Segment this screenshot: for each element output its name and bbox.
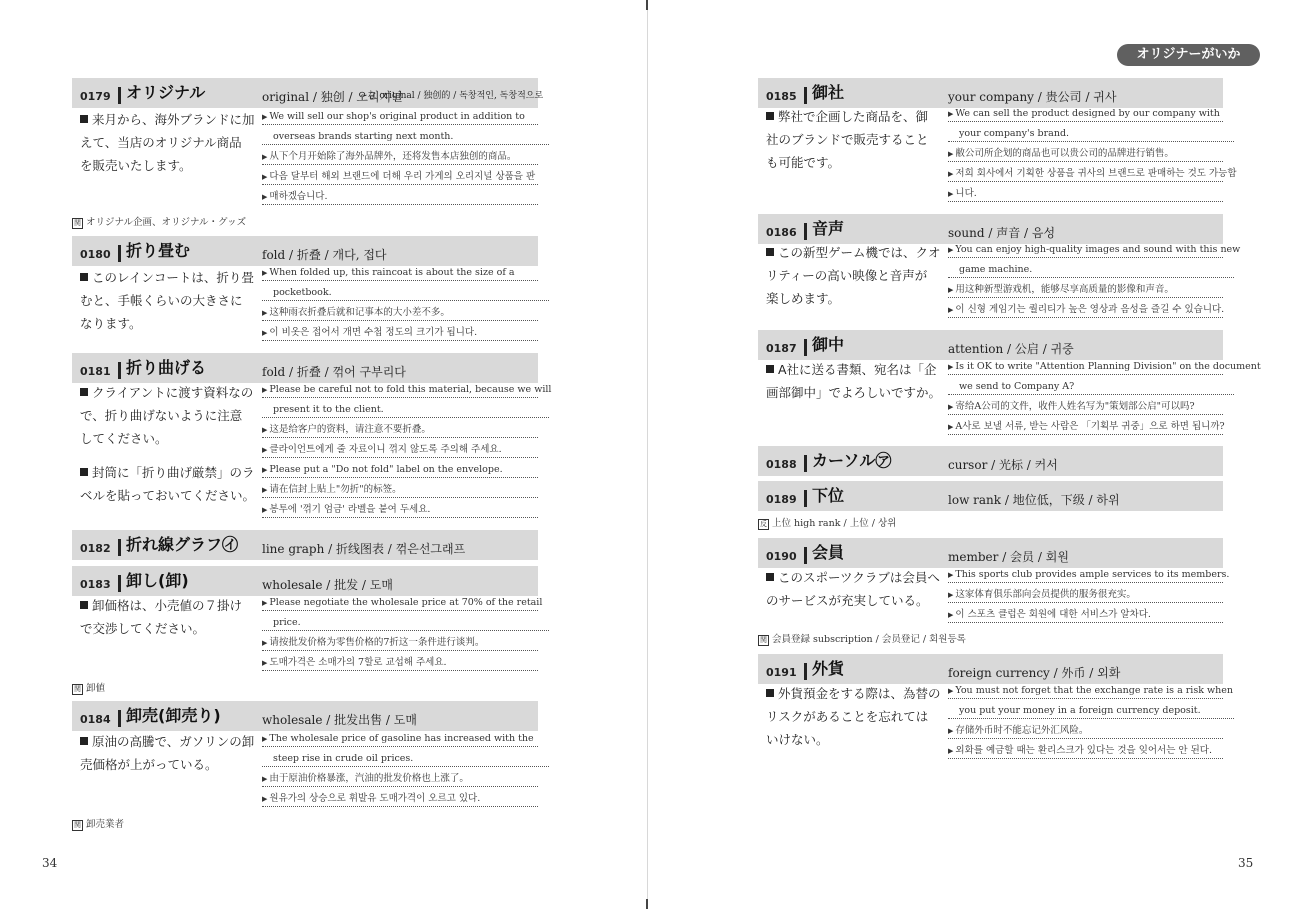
book-spine xyxy=(647,0,648,909)
triangle-marker-icon: ▶ xyxy=(948,190,954,198)
triangle-marker-icon: ▶ xyxy=(262,506,268,514)
example-sentence-jp: 封筒に「折り曲げ厳禁」のラ ベルを貼っておいてください。 xyxy=(80,465,256,503)
example-translation: ▶ 매하겠습니다. xyxy=(262,190,538,205)
example-translation: ▶ 도매가격은 소매가의 7할로 교섭해 주세요. xyxy=(262,656,538,671)
example-translation: present it to the client. xyxy=(262,403,549,418)
triangle-marker-icon: ▶ xyxy=(262,329,268,337)
entry-meaning: low rank / 地位低，下级 / 하위 xyxy=(948,493,1120,507)
triangle-marker-icon: ▶ xyxy=(262,113,268,121)
entry-meaning: attention / 公启 / 귀중 xyxy=(948,342,1074,356)
triangle-marker-icon: ▶ xyxy=(948,591,954,599)
triangle-marker-icon: ▶ xyxy=(262,173,268,181)
entry-meaning: wholesale / 批发 / 도매 xyxy=(262,578,393,592)
example-translation: ▶ 외화를 예금할 때는 환리스크가 있다는 것을 잊어서는 안 된다. xyxy=(948,744,1223,759)
example-translation: ▶ You can enjoy high-quality images and sound with this new xyxy=(948,243,1223,258)
spine-bottom-mark xyxy=(646,899,648,909)
bullet-square-icon xyxy=(80,388,88,396)
entry-number: 0188 xyxy=(766,458,797,471)
example-translation: ▶ 敝公司所企划的商品也可以贵公司的品牌进行销售。 xyxy=(948,147,1223,162)
entry-word: 折り曲げる xyxy=(126,358,207,377)
triangle-marker-icon: ▶ xyxy=(948,571,954,579)
entry-word: 折れ線グラフ㋑ xyxy=(126,535,239,554)
bullet-square-icon xyxy=(80,737,88,745)
entry-bar xyxy=(804,87,807,104)
entry-extra-meaning: ~な original / 独创的 / 독창적인, 독창적으로 xyxy=(360,91,544,101)
triangle-marker-icon: ▶ xyxy=(948,110,954,118)
example-sentence-jp: 外貨預金をする際は、為替の リスクがあることを忘れては いけない。 xyxy=(766,686,941,747)
example-sentence-jp: 原油の高騰で、ガソリンの卸 売価格が上がっている。 xyxy=(80,734,255,772)
triangle-marker-icon: ▶ xyxy=(262,466,268,474)
example-translation: ▶ 이 스포츠 클럽은 회원에 대한 서비스가 알차다. xyxy=(948,608,1223,623)
triangle-marker-icon: ▶ xyxy=(262,193,268,201)
entry-bar xyxy=(118,87,121,104)
entry-word: 下位 xyxy=(812,486,845,505)
bullet-square-icon xyxy=(766,248,774,256)
entry-meaning: fold / 折叠 / 개다, 접다 xyxy=(262,248,387,262)
triangle-marker-icon: ▶ xyxy=(948,363,954,371)
example-translation: ▶ Please be careful not to fold this material, because we will xyxy=(262,383,538,398)
example-translation: ▶ 这是给客户的资料，请注意不要折叠。 xyxy=(262,423,538,438)
triangle-marker-icon: ▶ xyxy=(948,170,954,178)
example-translation: pocketbook. xyxy=(262,286,549,301)
triangle-marker-icon: ▶ xyxy=(262,599,268,607)
page-number-right: 35 xyxy=(1238,856,1254,870)
entry-number: 0186 xyxy=(766,226,797,239)
bullet-square-icon xyxy=(766,365,774,373)
entry-bar xyxy=(804,339,807,356)
triangle-marker-icon: ▶ xyxy=(262,639,268,647)
related-note: 関 卸売業者 xyxy=(74,819,125,830)
note-marker-icon: 関 xyxy=(74,219,81,227)
triangle-marker-icon: ▶ xyxy=(948,286,954,294)
example-sentence-jp: この新型ゲーム機では、クオ リティーの高い映像と音声が 楽しめます。 xyxy=(766,245,941,306)
example-translation: ▶ 봉투에 '꺾기 엄금' 라벨을 붙여 두세요. xyxy=(262,503,538,518)
entry-word: 音声 xyxy=(812,219,845,238)
example-translation: ▶ 저희 회사에서 기획한 상품을 귀사의 브랜드로 판매하는 것도 가능합 xyxy=(948,167,1223,182)
entry-bar xyxy=(804,490,807,507)
example-translation: ▶ 存储外币时不能忘记外汇风险。 xyxy=(948,724,1223,739)
example-translation: ▶ Please put a "Do not fold" label on the envelope. xyxy=(262,463,538,478)
example-translation: ▶ This sports club provides ample services to its members. xyxy=(948,568,1223,583)
example-translation: ▶ 클라이언트에게 줄 자료이니 꺾지 않도록 주의해 주세요. xyxy=(262,443,538,458)
example-translation: ▶ 这种雨衣折叠后就和记事本的大小差不多。 xyxy=(262,306,538,321)
example-translation: price. xyxy=(262,616,549,631)
bullet-square-icon xyxy=(80,468,88,476)
bullet-square-icon xyxy=(80,115,88,123)
triangle-marker-icon: ▶ xyxy=(948,727,954,735)
example-translation: ▶ 원유가의 상승으로 휘발유 도매가격이 오르고 있다. xyxy=(262,792,538,807)
entry-meaning: wholesale / 批发出售 / 도매 xyxy=(262,713,417,727)
section-tab-label: オリジナーがいか xyxy=(1117,44,1260,66)
entry-word: 御中 xyxy=(812,335,845,354)
entry-meaning: cursor / 光标 / 커서 xyxy=(948,458,1058,472)
note-marker-icon: 関 xyxy=(74,821,81,829)
triangle-marker-icon: ▶ xyxy=(262,386,268,394)
triangle-marker-icon: ▶ xyxy=(948,423,954,431)
entry-bar xyxy=(804,455,807,472)
triangle-marker-icon: ▶ xyxy=(948,403,954,411)
entry-word: 卸し(卸) xyxy=(126,571,189,590)
note-marker-icon: 関 xyxy=(760,636,767,644)
triangle-marker-icon: ▶ xyxy=(948,246,954,254)
example-translation: ▶ 请按批发价格为零售价格的7折这一条件进行谈判。 xyxy=(262,636,538,651)
entry-bar xyxy=(118,575,121,592)
entry-word: 会員 xyxy=(812,543,845,562)
example-translation: you put your money in a foreign currency deposit. xyxy=(948,704,1234,719)
entry-word: 折り畳む xyxy=(126,241,191,260)
entry-word: 御社 xyxy=(812,83,845,102)
entry-bar xyxy=(118,710,121,727)
entry-number: 0180 xyxy=(80,248,111,261)
entry-bar xyxy=(804,547,807,564)
triangle-marker-icon: ▶ xyxy=(262,795,268,803)
triangle-marker-icon: ▶ xyxy=(262,269,268,277)
example-sentence-jp: このレインコートは、折り畳 むと、手帳くらいの大きさに なります。 xyxy=(80,270,254,331)
note-marker-icon: 関 xyxy=(74,685,81,693)
entry-bar xyxy=(118,245,121,262)
example-translation: ▶ The wholesale price of gasoline has increased with the xyxy=(262,732,538,747)
example-translation: overseas brands starting next month. xyxy=(262,130,549,145)
example-translation: ▶ 寄给A公司的文件，收件人姓名写为"策划部公启"可以吗? xyxy=(948,400,1223,415)
entry-word: オリジナル xyxy=(126,83,206,102)
triangle-marker-icon: ▶ xyxy=(262,775,268,783)
example-translation: ▶ 니다. xyxy=(948,187,1223,202)
entry-word: カーソル㋐ xyxy=(812,451,892,470)
page-number-left: 34 xyxy=(42,856,58,870)
triangle-marker-icon: ▶ xyxy=(262,309,268,317)
spine-top-mark xyxy=(646,0,648,10)
example-translation: ▶ 다음 달부터 해외 브랜드에 더해 우리 가게의 오리지널 상품을 판 xyxy=(262,170,538,185)
entry-number: 0182 xyxy=(80,542,111,555)
triangle-marker-icon: ▶ xyxy=(948,687,954,695)
entry-meaning: your company / 贵公司 / 귀사 xyxy=(948,90,1117,104)
entry-number: 0185 xyxy=(766,90,797,103)
entry-meaning: original / 独创 / 오리지널 xyxy=(262,90,403,104)
entry-bar xyxy=(804,223,807,240)
example-translation: ▶ When folded up, this raincoat is about the size of a xyxy=(262,266,538,281)
triangle-marker-icon: ▶ xyxy=(948,611,954,619)
bullet-square-icon xyxy=(80,273,88,281)
related-note: 関 会員登録 subscription / 会员登记 / 회원등록 xyxy=(760,634,966,645)
bullet-square-icon xyxy=(766,689,774,697)
example-translation: your company's brand. xyxy=(948,127,1234,142)
entry-bar xyxy=(804,663,807,680)
note-marker-icon: 反 xyxy=(760,520,767,528)
triangle-marker-icon: ▶ xyxy=(262,486,268,494)
entry-meaning: line graph / 折线图表 / 꺾은선그래프 xyxy=(262,542,466,556)
triangle-marker-icon: ▶ xyxy=(262,659,268,667)
example-translation: ▶ 这家体育俱乐部向会员提供的服务很充实。 xyxy=(948,588,1223,603)
example-translation: steep rise in crude oil prices. xyxy=(262,752,549,767)
example-translation: ▶ Is it OK to write "Attention Planning Division" on the document xyxy=(948,360,1223,375)
entry-number: 0191 xyxy=(766,666,797,679)
example-translation: game machine. xyxy=(948,263,1234,278)
bullet-square-icon xyxy=(766,573,774,581)
example-sentence-jp: このスポーツクラブは会員へ のサービスが充実している。 xyxy=(766,570,940,608)
entry-word: 外貨 xyxy=(812,659,845,678)
example-sentence-jp: 弊社で企画した商品を、御 社のブランドで販売すること も可能です。 xyxy=(766,109,929,170)
entry-meaning: fold / 折叠 / 꺾어 구부리다 xyxy=(262,365,406,379)
triangle-marker-icon: ▶ xyxy=(948,306,954,314)
entry-meaning: foreign currency / 外币 / 외화 xyxy=(948,666,1121,680)
example-translation: ▶ We can sell the product designed by our company with xyxy=(948,107,1223,122)
entry-bar xyxy=(118,539,121,556)
bullet-square-icon xyxy=(766,112,774,120)
triangle-marker-icon: ▶ xyxy=(262,735,268,743)
related-note: 関 卸値 xyxy=(74,683,106,694)
entry-number: 0183 xyxy=(80,578,111,591)
example-translation: ▶ Please negotiate the wholesale price at 70% of the retail xyxy=(262,596,538,611)
entry-bar xyxy=(118,362,121,379)
example-translation: we send to Company A? xyxy=(948,380,1234,395)
entry-number: 0189 xyxy=(766,493,797,506)
entry-meaning: member / 会员 / 회원 xyxy=(948,550,1069,564)
example-sentence-jp: 来月から、海外ブランドに加 えて、当店のオリジナル商品 を販売いたします。 xyxy=(80,112,255,173)
example-sentence-jp: A社に送る書類、宛名は「企 画部御中」でよろしいですか。 xyxy=(766,362,942,400)
example-translation: ▶ 由于原油价格暴涨，汽油的批发价格也上涨了。 xyxy=(262,772,538,787)
example-translation: ▶ A사로 보낼 서류, 받는 사람은 「기획부 귀중」으로 하면 됩니까? xyxy=(948,420,1223,435)
bullet-square-icon xyxy=(80,601,88,609)
entry-number: 0179 xyxy=(80,90,111,103)
triangle-marker-icon: ▶ xyxy=(262,426,268,434)
example-translation: ▶ You must not forget that the exchange rate is a risk when xyxy=(948,684,1223,699)
example-translation: ▶ 从下个月开始除了海外品牌外，还将发售本店独创的商品。 xyxy=(262,150,538,165)
example-sentence-jp: 卸価格は、小売値の７掛け で交渉してください。 xyxy=(80,598,243,636)
entry-meaning: sound / 声音 / 음성 xyxy=(948,226,1056,240)
related-note: 反 上位 high rank / 上位 / 상위 xyxy=(760,518,897,529)
example-translation: ▶ We will sell our shop's original product in addition to xyxy=(262,110,538,125)
triangle-marker-icon: ▶ xyxy=(262,153,268,161)
triangle-marker-icon: ▶ xyxy=(948,747,954,755)
example-translation: ▶ 이 비옷은 접어서 개면 수첩 정도의 크기가 됩니다. xyxy=(262,326,538,341)
entry-number: 0184 xyxy=(80,713,111,726)
example-translation: ▶ 请在信封上贴上"勿折"的标签。 xyxy=(262,483,538,498)
entry-number: 0190 xyxy=(766,550,797,563)
triangle-marker-icon: ▶ xyxy=(262,446,268,454)
example-sentence-jp: クライアントに渡す資料なの で、折り曲げないように注意 してください。 xyxy=(80,385,254,446)
entry-word: 卸売(卸売り) xyxy=(126,706,221,725)
example-translation: ▶ 이 신형 게임기는 퀄리티가 높은 영상과 음성을 즐길 수 있습니다. xyxy=(948,303,1223,318)
example-translation: ▶ 用这种新型游戏机，能够尽享高质量的影像和声音。 xyxy=(948,283,1223,298)
entry-number: 0187 xyxy=(766,342,797,355)
related-note: 関 オリジナル企画、オリジナル・グッズ xyxy=(74,217,247,228)
triangle-marker-icon: ▶ xyxy=(948,150,954,158)
entry-number: 0181 xyxy=(80,365,111,378)
